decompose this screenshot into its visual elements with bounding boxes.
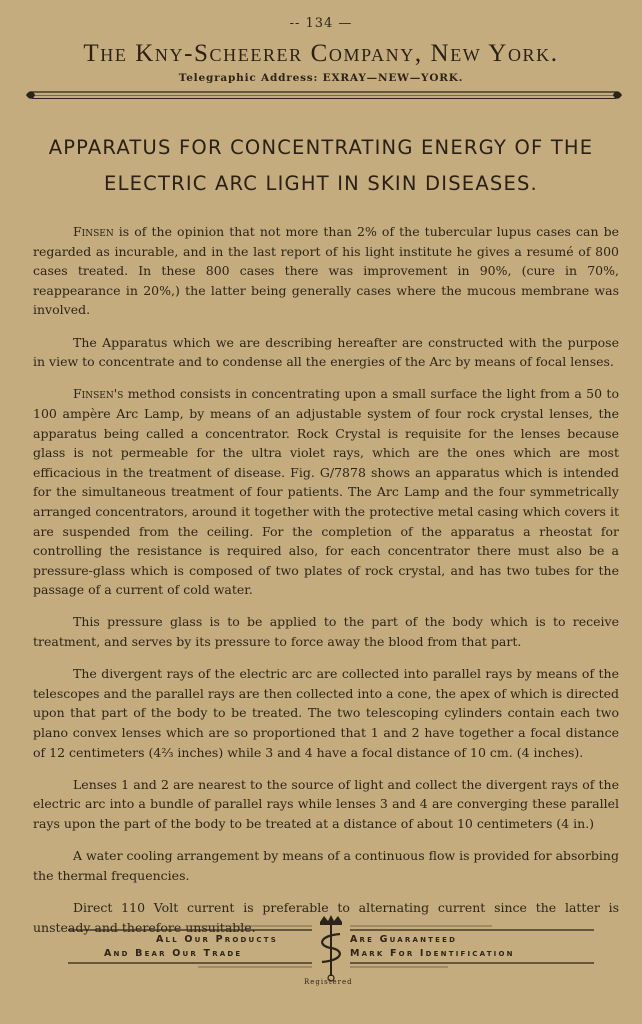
footer-right-line-2: Mark For Identification [350, 948, 515, 959]
paragraph [33, 846, 619, 885]
header-rule [26, 88, 622, 102]
paragraph [33, 775, 619, 834]
paragraph [33, 384, 619, 600]
company-name: The Kny-Scheerer Company, New York. [83, 40, 559, 67]
paragraph-text: is of the opinion that not more than 2% of the tubercular lupus cases can be regarded as incurable, and in the last report of his light institute he gives a resumé of 800 cases treated. In these 800 cases there was improvement in 90%, (cure in 70%, reappearance in 20%,) the latter being generally cases where the mucous membrane was involved. [33, 224, 619, 318]
footer-right-line-1: Are Guaranteed [350, 934, 458, 945]
footer-left-line-1: All Our Products [156, 934, 278, 945]
paragraph-text: Lenses 1 and 2 are nearest to the source of light and collect the divergent rays of the electric arc into a bundle of parallel rays while lenses 3 and 4 are converging these parallel rays upon the part of the body to be treated at a distance of about 10 centimeters (4 in.) [33, 776, 619, 831]
paragraph-lead: Finsen's [73, 386, 124, 402]
telegraphic-address: Telegraphic Address: EXRAY—NEW—YORK. [178, 72, 464, 84]
paragraph-text: Direct 110 Volt current is preferable to alternating current since the latter is unsteady and therefore unsuitable. [33, 899, 619, 935]
paragraph-lead: Finsen [73, 224, 114, 239]
paragraph-text: The divergent rays of the electric arc are collected into parallel rays by means of the telescopes and the parallel rays are then collected into a cone, the apex of which is directed upon that part of the body to be treated. The two telescoping cylinders contain each two plano convex lenses which are so proportioned that 1 and 2 have together a focal distance of 12 centimeters (4⅔ inches) while 3 and 4 have a focal distance of 10 cm. (4 inches). [33, 666, 619, 760]
paragraph [33, 664, 619, 762]
paragraph-text: A water cooling arrangement by means of a continuous flow is provided for absorbing the thermal frequencies. [33, 848, 619, 883]
article-title-line-2: ELECTRIC ARC LIGHT IN SKIN DISEASES. [104, 172, 538, 195]
paragraph [33, 612, 619, 651]
paragraph [33, 222, 619, 320]
footer-left-line-2: And Bear Our Trade [104, 948, 243, 959]
trademark-footer [68, 912, 594, 998]
article-title-line-1: APPARATUS FOR CONCENTRATING ENERGY OF THE [48, 136, 594, 159]
paragraph-text: method consists in concentrating upon a small surface the light from a 50 to 100 ampère Arc Lamp, by means of an adjustable system of four rock crystal lenses, the apparatus being called a concentrator. Rock Crystal is requisite for the lenses because glass is not permeable for the ultra violet rays, which are the ones which are most efficacious in the treatment of disease. Fig. G/7878 shows an apparatus which is intended for the simultaneous treatment of four patients. The Arc Lamp and the four symmetrically arranged concentrators, around it together with the protective metal casing which covers it are suspended from the ceiling. For the completion of the apparatus a rheostat for controlling the resistance is required also, for each concentrator there must also be a pressure-glass which is composed of two plates of rock crystal, and has two tubes for the passage of a current of cold water. [33, 386, 619, 598]
article-body [33, 222, 619, 950]
registered-mark: Registered [304, 978, 353, 986]
page-number: -- 134 — [289, 16, 353, 31]
paragraph-text: This pressure glass is to be applied to the part of the body which is to receive treatment, and serves by its pressure to force away the blood from that part. [33, 614, 619, 650]
paragraph [33, 333, 619, 372]
paragraph-text: The Apparatus which we are describing hereafter are constructed with the purpose in view to concentrate and to condense all the energies of the Arc by means of focal lenses. [33, 334, 619, 370]
